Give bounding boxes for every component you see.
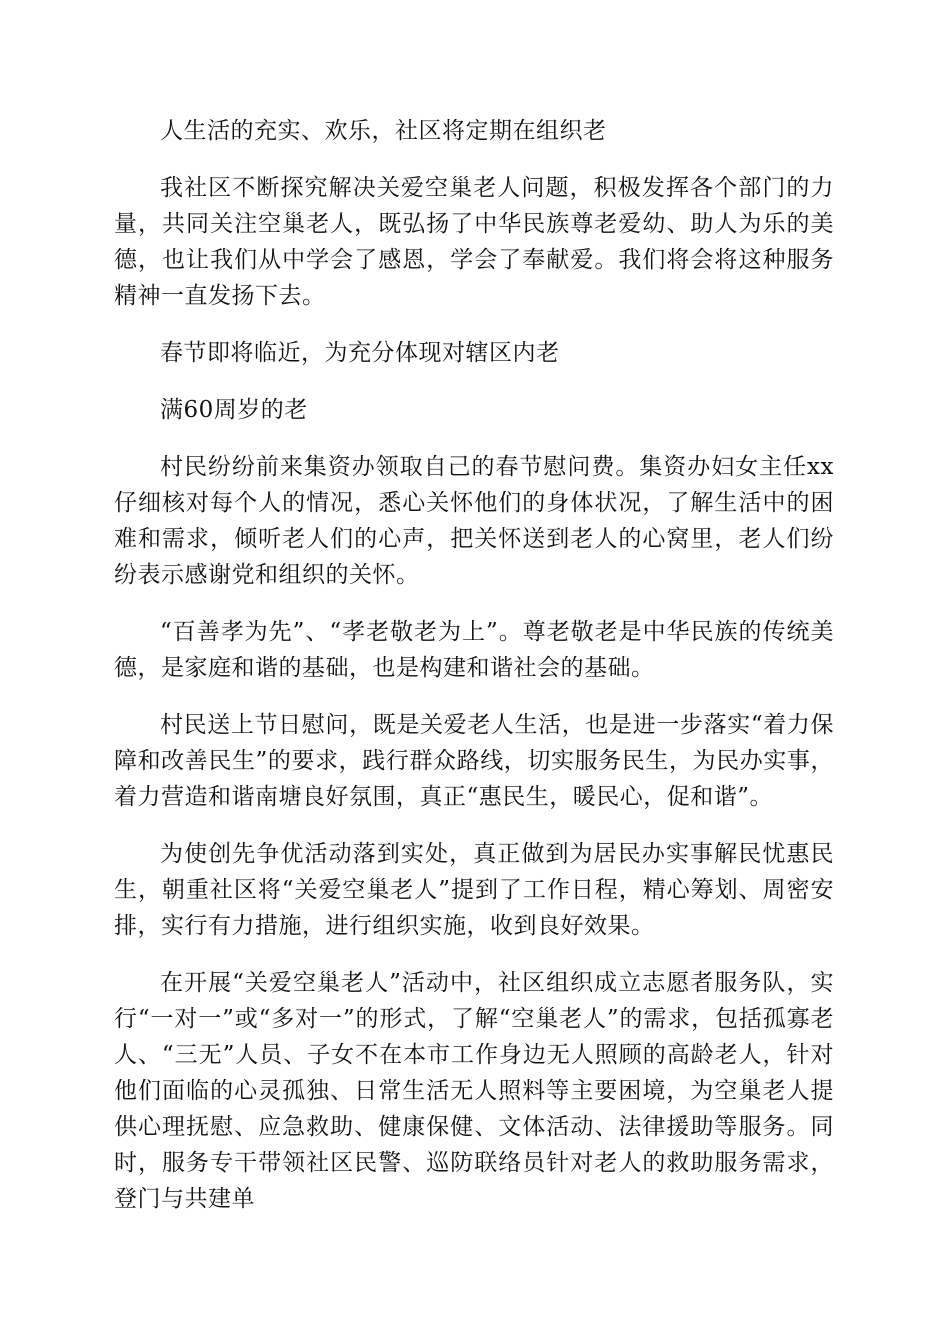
paragraph-6: “百善孝为先”、“孝老敬老为上”。尊老敬老是中华民族的传统美德，是家庭和谐的基础，也是构建和谐社会的基础。 (114, 619, 834, 681)
paragraph-9: 在开展“关爱空巢老人”活动中，社区组织成立志愿者服务队，实行“一对一”或“多对一”的形式，了解“空巢老人”的需求，包括孤寡老人、“三无”人员、子女不在本市工作身边无人照顾的高龄老人，针对他们面临的心灵孤独、日常生活无人照料等主要困境，为空巢老人提供心理抚慰、应急救助、健康保健、文体活动、法律援助等服务。同时，服务专干带领社区民警、巡防联络员针对老人的救助服务需求，登门与共建单 (114, 970, 834, 1212)
paragraph-2: 我社区不断探究解决关爱空巢老人问题，积极发挥各个部门的力量，共同关注空巢老人，既弘扬了中华民族尊老爱幼、助人为乐的美德，也让我们从中学会了感恩，学会了奉献爱。我们将会将这种服务精神一直发扬下去。 (114, 175, 834, 309)
paragraph-1: 人生活的充实、欢乐，社区将定期在组织老 (160, 118, 607, 144)
paragraph-7: 村民送上节日慰问，既是关爱老人生活，也是进一步落实“着力保障和改善民生”的要求，践行群众路线，切实服务民生，为民办实事，着力营造和谐南塘良好氛围，真正“惠民生，暖民心，促和谐”。 (114, 712, 834, 810)
paragraph-3: 春节即将临近，为充分体现对辖区内老 (160, 340, 560, 366)
paragraph-4: 满60周岁的老 (160, 397, 308, 423)
document-body (114, 113, 834, 1238)
paragraph-5: 村民纷纷前来集资办领取自己的春节慰问费。集资办妇女主任xx仔细核对每个人的情况，悉心关怀他们的身体状况，了解生活中的困难和需求，倾听老人们的心声，把关怀送到老人的心窝里，老人们纷纷表示感谢党和组织的关怀。 (114, 454, 834, 588)
paragraph-8: 为使创先争优活动落到实处，真正做到为居民办实事解民忧惠民生，朝重社区将“关爱空巢老人”提到了工作日程，精心筹划、周密安排，实行有力措施，进行组织实施，收到良好效果。 (114, 841, 834, 939)
